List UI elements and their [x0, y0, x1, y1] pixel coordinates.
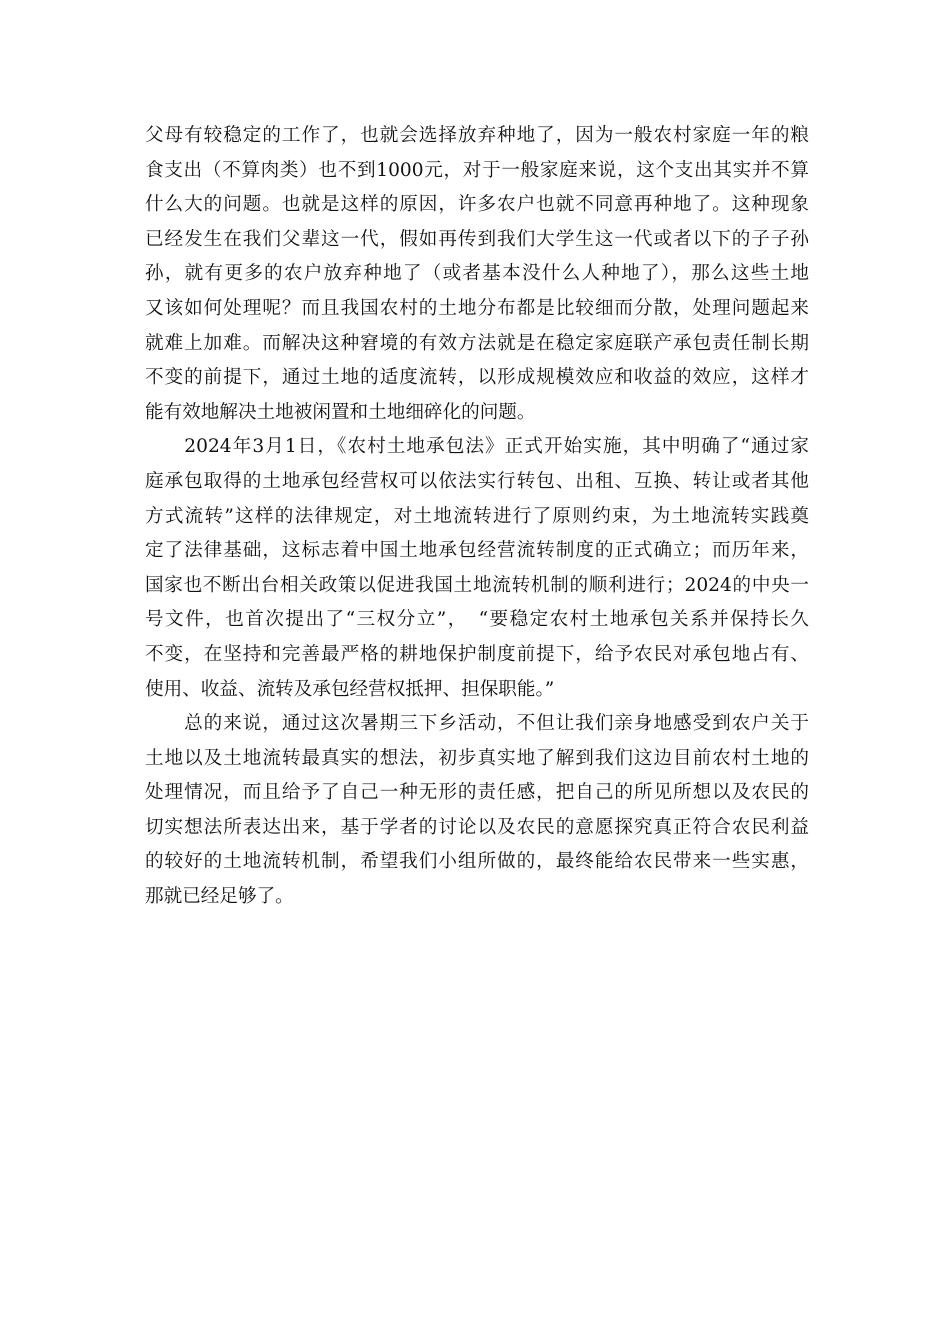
text-line: 2024年3月1日，《农村土地承包法》正式开始实施，其中明确了“通过家: [145, 436, 809, 458]
text-line: 总的来说，通过这次暑期三下乡活动，不但让我们亲身地感受到农户关于: [145, 713, 809, 735]
text-line: 不变，在坚持和完善最严格的耕地保护制度前提下，给予农民对承包地占有、: [145, 643, 809, 665]
text-line: 庭承包取得的土地承包经营权可以依法实行转包、出租、互换、转让或者其他: [145, 470, 809, 492]
text-line: 父母有较稳定的工作了，也就会选择放弃种地了，因为一般农村家庭一年的粮: [145, 125, 809, 146]
text-line: 孙，就有更多的农户放弃种地了（或者基本没什么人种地了），那么这些土地: [145, 263, 809, 285]
text-line: 又该如何处理呢？而且我国农村的土地分布都是比较细而分散，处理问题起来: [145, 297, 809, 319]
text-line: 方式流转”这样的法律规定，对土地流转进行了原则约束，为土地流转实践奠: [145, 505, 809, 527]
body-text: [145, 119, 809, 915]
text-line: 处理情况，而且给予了自己一种无形的责任感，把自己的所见所想以及农民的: [145, 782, 809, 804]
text-line: 国家也不断出台相关政策以促进我国土地流转机制的顺利进行；2024的中央一: [145, 574, 809, 596]
text-line: 那就已经足够了。: [145, 886, 294, 908]
paragraph: [145, 707, 809, 915]
text-line: 使用、收益、流转及承包经营权抵押、担保职能。”: [145, 678, 555, 700]
text-line: 已经发生在我们父辈这一代，假如再传到我们大学生这一代或者以下的子子孙: [145, 228, 809, 250]
text-line: 号文件，也首次提出了“三权分立”， “要稳定农村土地承包关系并保持长久: [145, 609, 809, 631]
paragraph: [145, 430, 809, 707]
text-line: 定了法律基础，这标志着中国土地承包经营流转制度的正式确立；而历年来，: [145, 540, 809, 562]
text-line: 食支出（不算肉类）也不到1000元，对于一般家庭来说，这个支出其实并不算: [145, 159, 809, 181]
text-line: 切实想法所表达出来，基于学者的讨论以及农民的意愿探究真正符合农民利益: [145, 816, 809, 838]
text-line: 的较好的土地流转机制，希望我们小组所做的，最终能给农民带来一些实惠，: [145, 851, 809, 873]
text-line: 土地以及土地流转最真实的想法，初步真实地了解到我们这边目前农村土地的: [145, 747, 809, 769]
text-line: 什么大的问题。也就是这样的原因，许多农户也就不同意再种地了。这种现象: [145, 194, 809, 216]
text-line: 不变的前提下，通过土地的适度流转，以形成规模效应和收益的效应，这样才: [145, 367, 809, 389]
paragraph: [145, 119, 809, 430]
text-line: 能有效地解决土地被闲置和土地细碎化的问题。: [145, 401, 536, 423]
text-line: 就难上加难。而解决这种窘境的有效方法就是在稳定家庭联产承包责任制长期: [145, 332, 809, 354]
